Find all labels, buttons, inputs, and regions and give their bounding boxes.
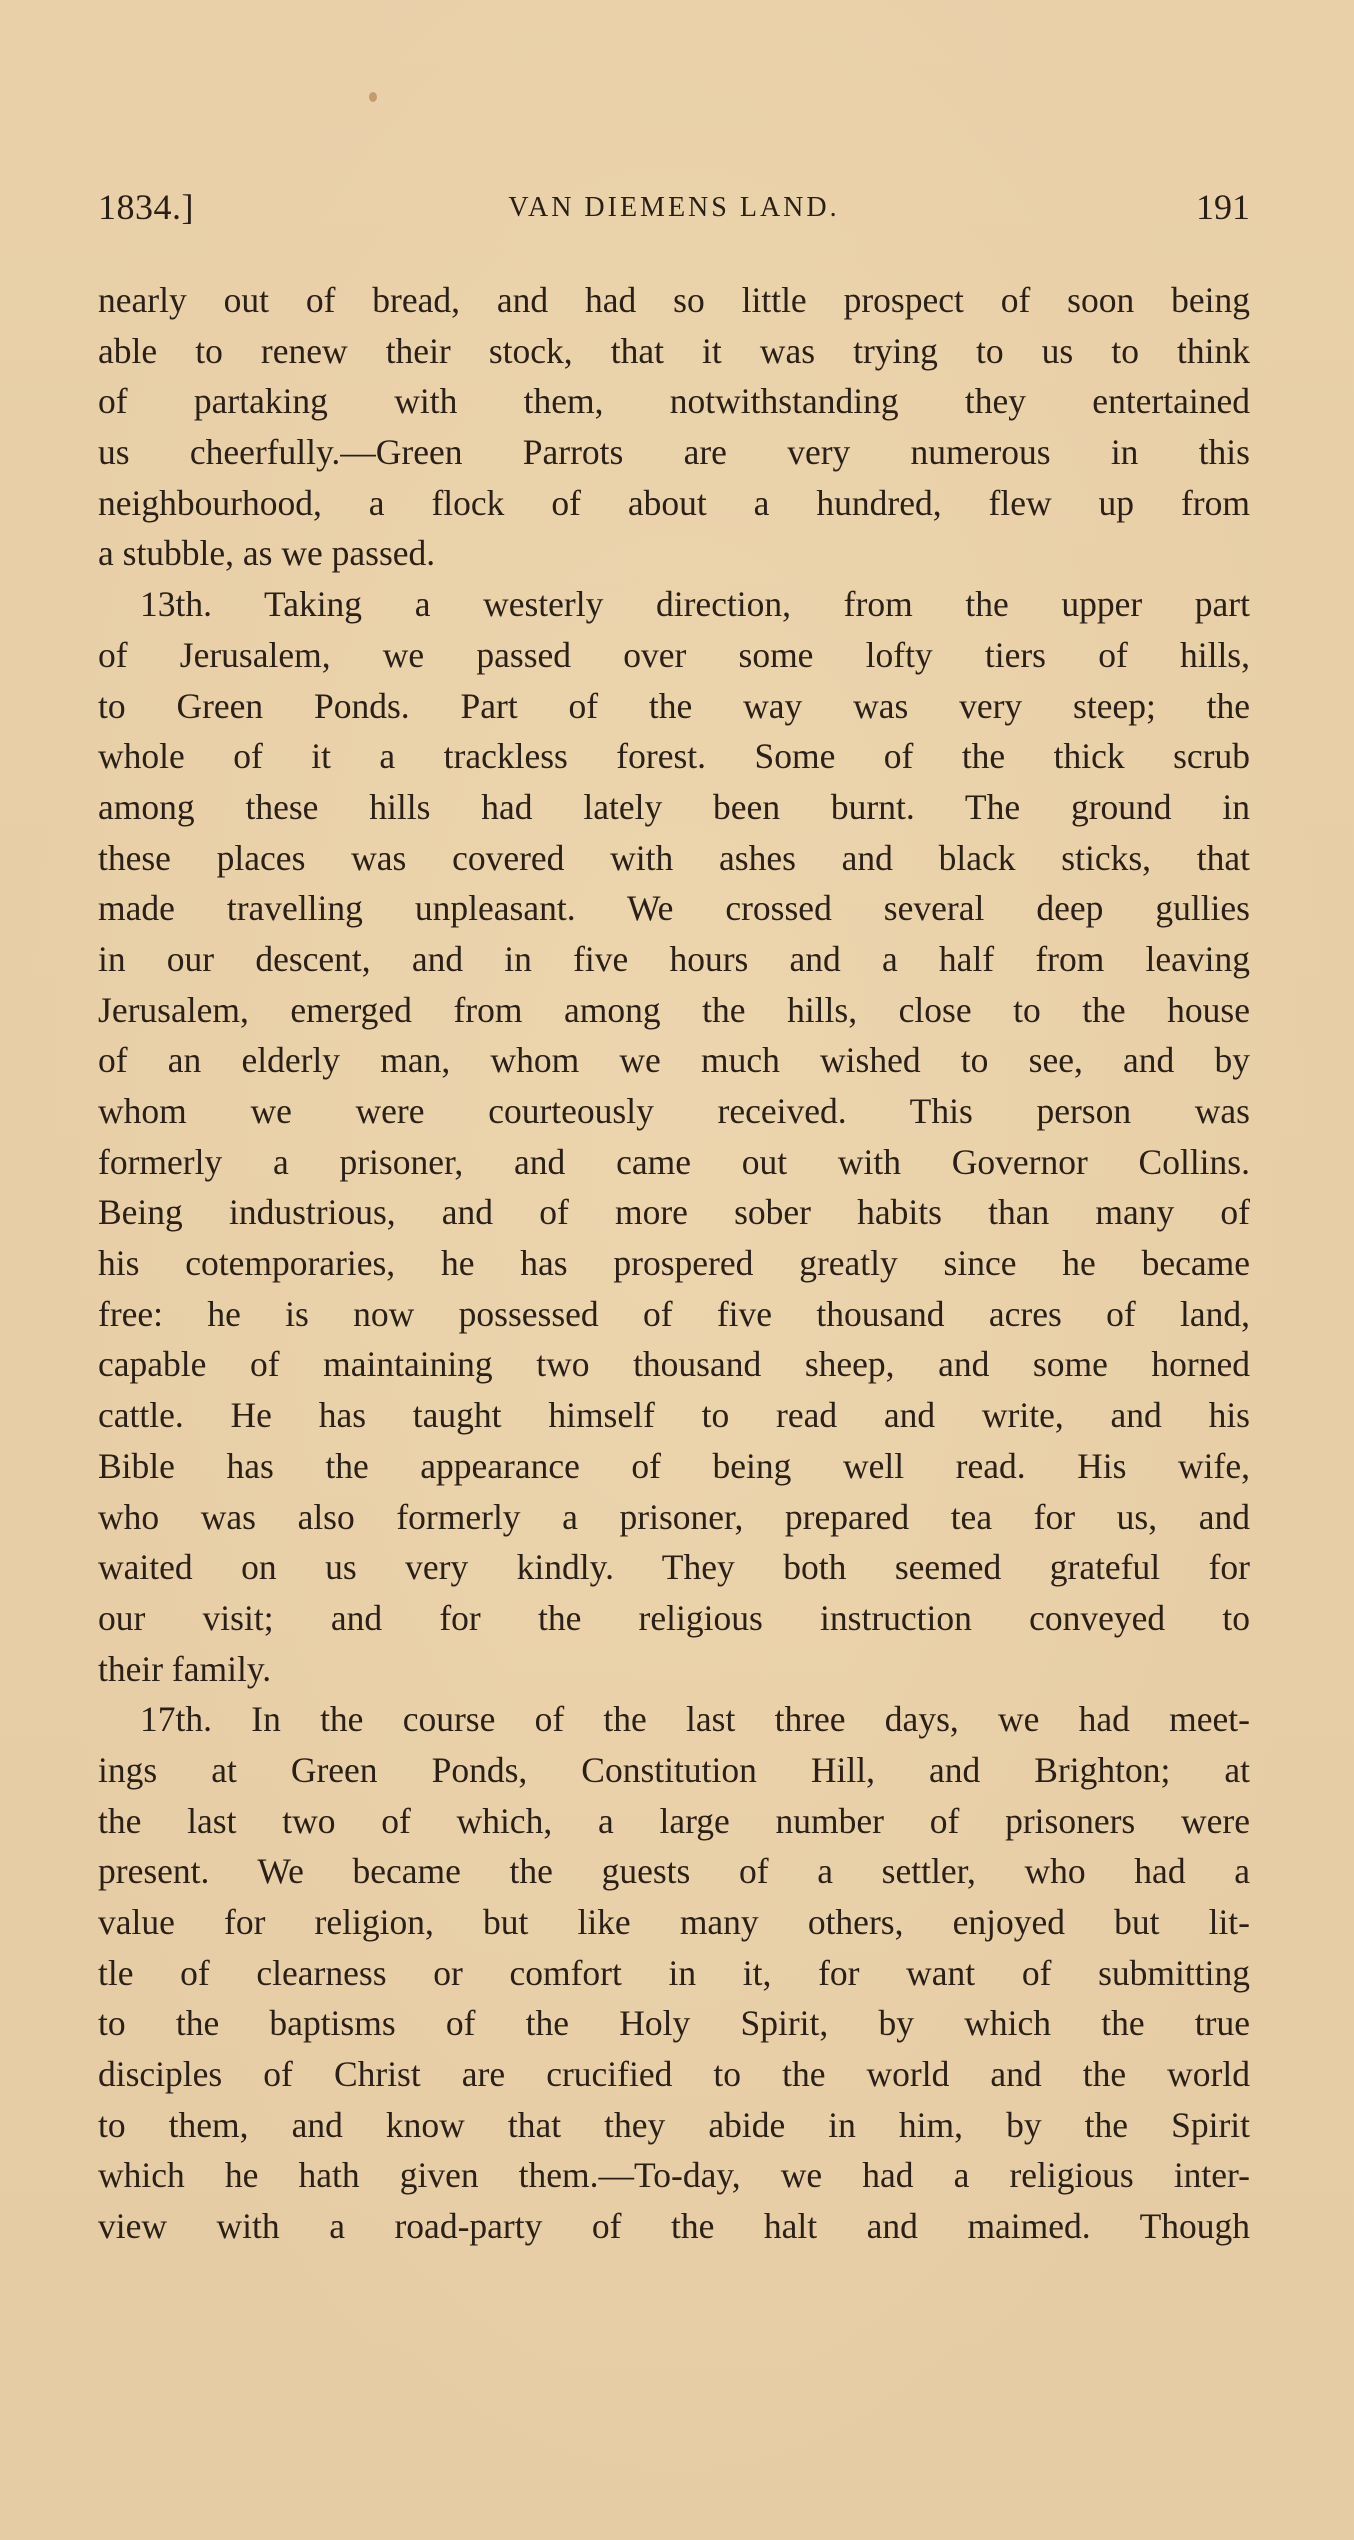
text-line: whom we were courteously received. This person was <box>98 1091 1250 1131</box>
header-title: VAN DIEMENS LAND. <box>508 192 840 223</box>
text-line: to them, and know that they abide in him, by the Spirit <box>98 2104 1250 2145</box>
text-line: whole of it a trackless forest. Some of the thick scrub <box>98 736 1250 777</box>
text-line: tle of clearness or comfort in it, for want of submitting <box>98 1952 1250 1993</box>
text-line: which he hath given them.—To-day, we had a religious inter- <box>98 2155 1250 2196</box>
text-line: value for religion, but like many others, enjoyed but lit- <box>98 1902 1250 1942</box>
text-line: disciples of Christ are crucified to the world and the world <box>98 2054 1250 2095</box>
text-line: in our descent, and in five hours and a half from leaving <box>98 938 1250 979</box>
text-line: these places was covered with ashes and black sticks, that <box>98 837 1250 878</box>
text-line: to the baptisms of the Holy Spirit, by which the true <box>98 2003 1250 2044</box>
text-line: his cotemporaries, he has prospered greatly since he became <box>98 1243 1250 1284</box>
page-number: 191 <box>1196 187 1250 227</box>
text-line: able to renew their stock, that it was trying to us to think <box>98 330 1250 371</box>
text-line: present. We became the guests of a settler, who had a <box>98 1851 1250 1892</box>
text-line: capable of maintaining two thousand sheep, and some horned <box>98 1344 1250 1385</box>
body-text <box>98 275 1250 2252</box>
text-line: made travelling unpleasant. We crossed several deep gullies <box>98 888 1250 929</box>
header-year: 1834.] <box>98 187 194 227</box>
text-line: among these hills had lately been burnt. The ground in <box>98 786 1250 827</box>
text-line: waited on us very kindly. They both seemed grateful for <box>98 1547 1250 1588</box>
paper-speck <box>369 92 377 102</box>
text-line: cattle. He has taught himself to read and write, and his <box>98 1395 1250 1436</box>
text-line: view with a road-party of the halt and maimed. Though <box>98 2206 1250 2247</box>
text-line: us cheerfully.—Green Parrots are very numerous in this <box>98 432 1250 473</box>
text-line: nearly out of bread, and had so little prospect of soon being <box>98 280 1250 320</box>
text-line: 13th. Taking a westerly direction, from the upper part <box>140 584 1250 625</box>
text-line: of Jerusalem, we passed over some lofty tiers of hills, <box>98 634 1250 675</box>
text-line: a stubble, as we passed. <box>98 533 436 574</box>
text-line: 17th. In the course of the last three days, we had meet- <box>140 1699 1250 1740</box>
text-line: of partaking with them, notwithstanding they entertained <box>98 381 1250 422</box>
text-line: formerly a prisoner, and came out with Governor Collins. <box>98 1141 1250 1182</box>
text-line: who was also formerly a prisoner, prepared tea for us, and <box>98 1496 1250 1537</box>
text-line: of an elderly man, whom we much wished to see, and by <box>98 1040 1250 1081</box>
text-line: Bible has the appearance of being well read. His wife, <box>98 1445 1250 1486</box>
text-line: our visit; and for the religious instruction conveyed to <box>98 1597 1250 1638</box>
running-header <box>98 186 1250 242</box>
text-line: neighbourhood, a flock of about a hundred, flew up from <box>98 482 1250 523</box>
text-line: their family. <box>98 1648 272 1689</box>
text-line: Jerusalem, emerged from among the hills, close to the house <box>98 989 1250 1030</box>
text-line: Being industrious, and of more sober habits than many of <box>98 1192 1250 1233</box>
text-line: to Green Ponds. Part of the way was very steep; the <box>98 685 1250 726</box>
text-line: the last two of which, a large number of prisoners were <box>98 1800 1250 1841</box>
text-line: free: he is now possessed of five thousand acres of land, <box>98 1293 1250 1334</box>
text-line: ings at Green Ponds, Constitution Hill, and Brighton; at <box>98 1749 1250 1790</box>
